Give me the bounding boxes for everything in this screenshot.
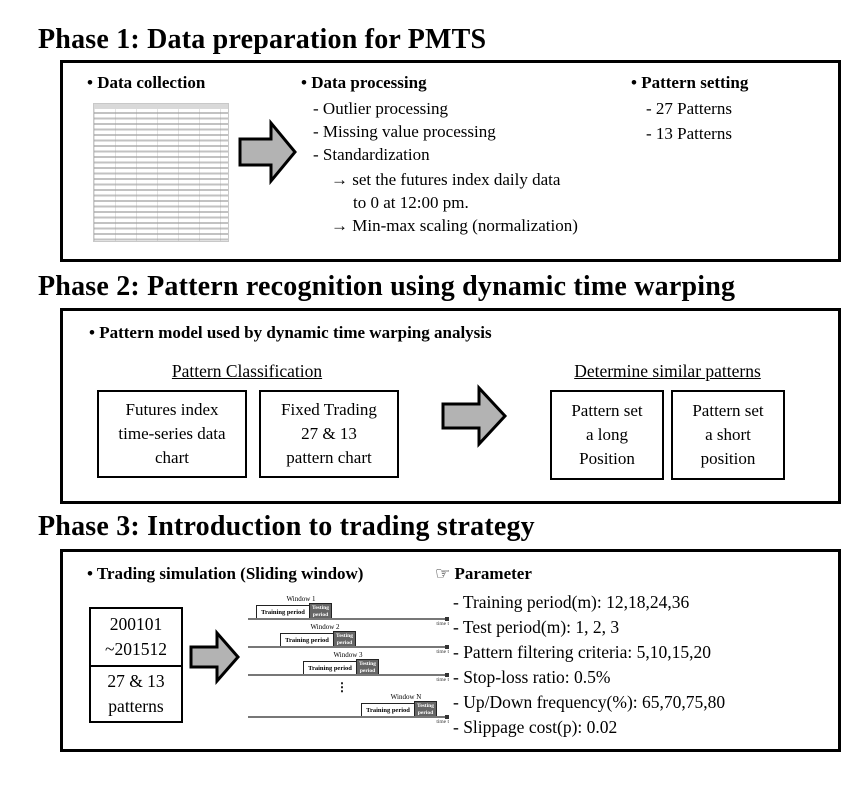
time-label: time t — [436, 677, 449, 683]
ellipsis: ⋮ — [336, 680, 348, 694]
parameter-item: - Pattern filtering criteria: 5,10,15,20 — [453, 642, 712, 662]
data-processing-heading: • Data processing — [301, 73, 427, 92]
box-line: patterns — [108, 696, 164, 716]
box-line: Pattern set — [692, 400, 764, 420]
phase1-title: Phase 1: Data preparation for PMTS — [38, 24, 487, 55]
processing-note: → Min-max scaling (normalization) — [331, 216, 578, 235]
phase2-box — [60, 308, 841, 504]
timeline — [248, 674, 448, 676]
training-period-box: Training period — [256, 605, 310, 620]
box-line: Futures index — [125, 399, 219, 419]
determine-similar-heading: Determine similar patterns — [574, 361, 761, 381]
testing-period-box: Testing period — [414, 701, 437, 718]
pattern-model-heading: • Pattern model used by dynamic time warping analysis — [89, 323, 492, 342]
training-period-box: Training period — [303, 661, 357, 676]
box-line: Pattern set — [571, 400, 643, 420]
box-line: position — [700, 449, 756, 469]
box-line: pattern chart — [286, 448, 372, 468]
data-collection-heading: • Data collection — [87, 73, 206, 92]
fixed-pattern-chart-box — [259, 390, 399, 478]
box-line: 27 & 13 — [107, 670, 165, 691]
testing-period-box: Testing period — [333, 631, 356, 648]
processing-note: to 0 at 12:00 pm. — [353, 193, 469, 212]
long-position-box — [550, 390, 664, 480]
window-label: Window 1 — [286, 595, 316, 603]
processing-item: - Standardization — [313, 145, 430, 164]
timeline — [248, 646, 448, 648]
box-line: Fixed Trading — [281, 399, 377, 419]
training-period-box: Training period — [361, 703, 415, 718]
pattern-classification-heading: Pattern Classification — [171, 361, 323, 381]
window-label: Window 2 — [310, 623, 340, 631]
box-line: time-series data — [118, 423, 226, 443]
box-line: 200101 — [109, 613, 163, 634]
right-arrow-icon — [441, 383, 509, 449]
sliding-window-diagram — [248, 594, 453, 729]
box-line: ~201512 — [105, 639, 167, 659]
pattern-setting-item: - 13 Patterns — [646, 124, 732, 143]
pattern-setting-item: - 27 Patterns — [646, 99, 732, 118]
window-label: Window N — [390, 693, 422, 701]
patterns-box — [89, 665, 183, 723]
parameter-item: - Training period(m): 12,18,24,36 — [453, 592, 690, 612]
phase2-title: Phase 2: Pattern recognition using dynamic time warping — [38, 271, 736, 302]
phase3-box — [60, 549, 841, 752]
parameter-heading-label: Parameter — [454, 564, 532, 583]
timeline — [248, 716, 448, 718]
period-box — [89, 607, 183, 667]
short-position-box — [671, 390, 785, 480]
window-label: Window 3 — [333, 651, 363, 659]
box-line: 27 & 13 — [301, 423, 357, 443]
time-label: time t — [436, 649, 449, 655]
box-line: Position — [579, 449, 635, 469]
training-period-box: Training period — [280, 633, 334, 648]
time-label: time t — [436, 621, 449, 627]
right-arrow-icon — [189, 628, 241, 686]
trading-simulation-heading: • Trading simulation (Sliding window) — [87, 564, 364, 583]
processing-note: → set the futures index daily data — [331, 170, 561, 189]
processing-item: - Missing value processing — [313, 122, 496, 141]
box-line: a short — [705, 424, 751, 444]
testing-period-box: Testing period — [356, 659, 379, 676]
phase3-title: Phase 3: Introduction to trading strategy — [38, 511, 535, 542]
testing-period-box: Testing period — [309, 603, 332, 620]
parameter-item: - Stop-loss ratio: 0.5% — [453, 667, 611, 687]
processing-item: - Outlier processing — [313, 99, 449, 118]
pattern-setting-heading: • Pattern setting — [631, 73, 749, 92]
parameter-item: - Test period(m): 1, 2, 3 — [453, 617, 620, 637]
timeline — [248, 618, 448, 620]
parameter-item: - Up/Down frequency(%): 65,70,75,80 — [453, 692, 726, 712]
time-label: time t — [436, 719, 449, 725]
phase1-box — [60, 60, 841, 262]
futures-data-table-image — [93, 103, 229, 242]
parameter-heading — [435, 564, 532, 584]
futures-chart-box — [97, 390, 247, 478]
box-line: a long — [585, 424, 629, 444]
box-line: chart — [155, 448, 189, 468]
parameter-item: - Slippage cost(p): 0.02 — [453, 717, 618, 737]
right-arrow-icon — [238, 117, 298, 187]
pointing-hand-icon: ☞ — [435, 564, 451, 584]
